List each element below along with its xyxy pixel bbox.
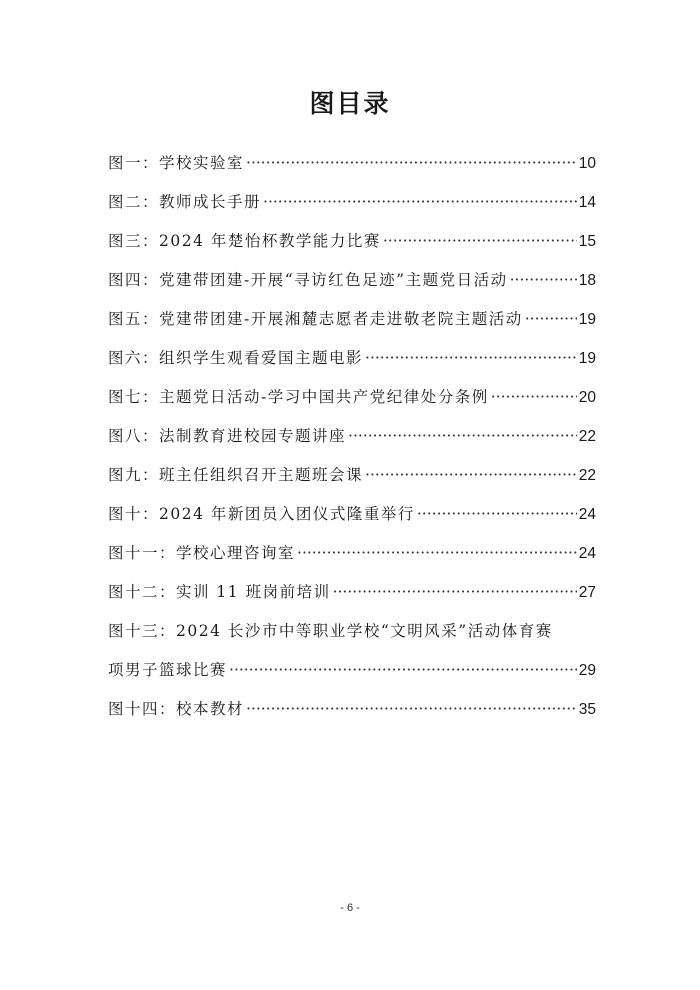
dot-leader <box>525 300 577 339</box>
toc-entry-label-line2: 项男子篮球比赛 <box>108 661 228 679</box>
toc-entry-label: 图十二：实训 11 班岗前培训 <box>108 583 331 601</box>
dot-leader <box>510 261 577 300</box>
toc-entry-page: 24 <box>578 545 596 562</box>
toc-entry-page: 27 <box>578 584 596 601</box>
toc-entry-label: 图八：法制教育进校园专题讲座 <box>108 427 347 445</box>
toc-entry-page: 35 <box>578 701 596 718</box>
toc-entry-10[interactable] <box>108 495 596 534</box>
toc-entry-label: 图十四：校本教材 <box>108 700 245 718</box>
toc-entry-page: 20 <box>578 389 596 406</box>
toc-entry-2[interactable] <box>108 183 596 222</box>
dot-leader <box>365 456 577 495</box>
toc-entry-page: 22 <box>578 428 596 445</box>
toc-entry-8[interactable] <box>108 417 596 456</box>
toc-entry-page: 19 <box>578 311 596 328</box>
toc-entry-6[interactable] <box>108 339 596 378</box>
toc-entry-page: 10 <box>578 155 596 172</box>
toc-entry-label: 图五：党建带团建-开展湘麓志愿者走进敬老院主题活动 <box>108 310 523 328</box>
toc-entry-label: 图二：教师成长手册 <box>108 193 262 211</box>
dot-leader <box>246 144 577 183</box>
page-number-footer: - 6 - <box>340 902 360 914</box>
toc-entry-11[interactable] <box>108 534 596 573</box>
toc-entry-label: 图七：主题党日活动-学习中国共产党纪律处分条例 <box>108 388 489 406</box>
toc-entry-label: 图三：2024 年楚怡杯教学能力比赛 <box>108 232 381 250</box>
dot-leader <box>229 651 577 690</box>
dot-leader <box>491 378 577 417</box>
toc-entry-page: 14 <box>578 194 596 211</box>
toc-entry-label: 图一：学校实验室 <box>108 154 245 172</box>
dot-leader <box>417 495 577 534</box>
toc-entry-label-line1: 图十三：2024 长沙市中等职业学校“文明风采”活动体育赛 <box>108 622 553 640</box>
toc-entry-page: 15 <box>578 233 596 250</box>
dot-leader <box>246 690 577 729</box>
toc-entry-4[interactable] <box>108 261 596 300</box>
toc-entry-5[interactable] <box>108 300 596 339</box>
toc-entry-label: 图十：2024 年新团员入团仪式隆重举行 <box>108 505 415 523</box>
dot-leader <box>333 573 577 612</box>
toc-entry-9[interactable] <box>108 456 596 495</box>
toc-entry-3[interactable] <box>108 222 596 261</box>
toc-entry-page: 18 <box>578 272 596 289</box>
toc-entry-label: 图十一：学校心理咨询室 <box>108 544 296 562</box>
toc-entry-label: 图六：组织学生观看爱国主题电影 <box>108 349 364 367</box>
toc-entry-page: 24 <box>578 506 596 523</box>
toc-entry-page: 19 <box>578 350 596 367</box>
toc-entry-13[interactable] <box>108 612 596 690</box>
toc-entry-12[interactable] <box>108 573 596 612</box>
toc-entry-page: 22 <box>578 467 596 484</box>
dot-leader <box>365 339 577 378</box>
toc-entry-page: 29 <box>578 662 596 679</box>
dot-leader <box>263 183 577 222</box>
page-title: 图目录 <box>309 89 391 118</box>
toc-entry-label: 图九：班主任组织召开主题班会课 <box>108 466 364 484</box>
toc-entry-14[interactable] <box>108 690 596 729</box>
toc-entry-label: 图四：党建带团建-开展“寻访红色足迹”主题党日活动 <box>108 271 508 289</box>
dot-leader <box>348 417 577 456</box>
toc-entry-1[interactable] <box>108 144 596 183</box>
dot-leader <box>297 534 577 573</box>
dot-leader <box>383 222 577 261</box>
toc-entry-7[interactable] <box>108 378 596 417</box>
figure-list <box>108 144 596 729</box>
